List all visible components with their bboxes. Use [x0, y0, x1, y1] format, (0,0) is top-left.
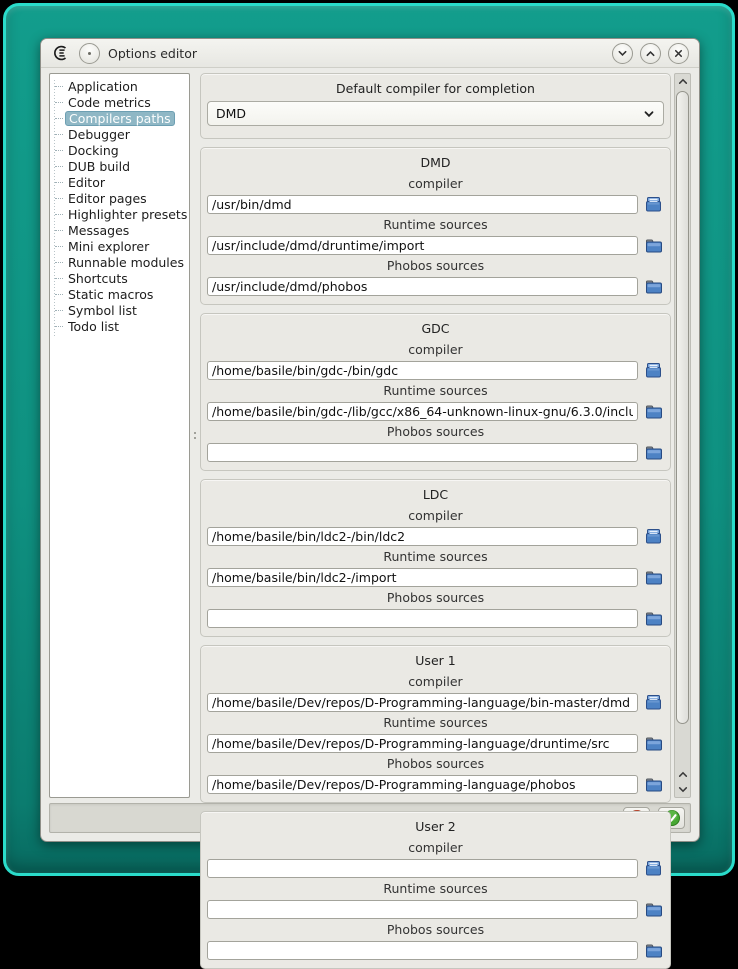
minimize-button[interactable] [612, 43, 633, 64]
browse-runtime-folder-button[interactable] [644, 569, 664, 587]
compiler-group-title: User 1 [415, 653, 456, 668]
tree-twig [55, 118, 63, 119]
folder-open-icon [645, 445, 663, 461]
sidebar-item-label: Symbol list [68, 302, 137, 318]
compilers-paths-panel [200, 73, 671, 969]
window-menu-dot-icon [88, 52, 91, 55]
runtime-sources-row [206, 568, 665, 587]
splitter-grip-dot [194, 437, 196, 439]
browse-runtime-folder-button[interactable] [644, 901, 664, 919]
tree-twig [55, 310, 63, 311]
folder-open-icon [645, 570, 663, 586]
compiler-group-title: User 2 [415, 819, 456, 834]
scrollbar-thumb[interactable] [676, 91, 689, 724]
browse-compiler-file-button[interactable] [644, 860, 664, 878]
runtime-sources-input[interactable] [207, 900, 638, 919]
compiler-path-input[interactable] [207, 361, 638, 380]
options-viewport [200, 73, 671, 937]
splitter-grip-dot [194, 432, 196, 434]
browse-compiler-file-button[interactable] [644, 362, 664, 380]
tree-twig [55, 326, 63, 327]
browse-phobos-folder-button[interactable] [644, 942, 664, 960]
phobos-sources-row [206, 775, 665, 794]
folder-open-icon [645, 404, 663, 420]
close-button[interactable] [668, 43, 689, 64]
sidebar-item-label: Application [68, 78, 138, 94]
compiler-path-input[interactable] [207, 527, 638, 546]
tree-twig [55, 134, 63, 135]
phobos-sources-row [206, 443, 665, 462]
main-area [49, 73, 691, 937]
phobos-sources-row [206, 277, 665, 296]
browse-compiler-file-button[interactable] [644, 196, 664, 214]
phobos-sources-input[interactable] [207, 775, 638, 794]
folder-open-icon [645, 279, 663, 295]
category-list[interactable] [49, 73, 190, 798]
default-compiler-select[interactable] [207, 101, 664, 126]
sidebar-item[interactable] [54, 190, 187, 206]
file-open-icon [645, 694, 663, 711]
compiler-field-label: compiler [408, 176, 463, 191]
compiler-group-title: GDC [421, 321, 450, 336]
sidebar-item-label: Static macros [68, 286, 154, 302]
sidebar-item-label: Docking [68, 142, 119, 158]
runtime-sources-input[interactable] [207, 236, 638, 255]
tree-twig [55, 230, 63, 231]
compiler-groupbox [200, 645, 671, 803]
close-icon [673, 48, 684, 59]
chevron-up-icon [645, 48, 656, 59]
tree-twig [55, 182, 63, 183]
window-controls [612, 43, 689, 64]
compiler-field-label: compiler [408, 674, 463, 689]
phobos-sources-label: Phobos sources [386, 922, 485, 937]
sidebar-item[interactable] [54, 110, 187, 126]
sidebar-item-label: Todo list [68, 318, 120, 334]
compiler-groupbox [200, 811, 671, 969]
compiler-path-input[interactable] [207, 693, 638, 712]
sidebar-item-label: Highlighter presets [68, 206, 188, 222]
tree-twig [55, 166, 63, 167]
phobos-sources-input[interactable] [207, 609, 638, 628]
chevron-down-icon [643, 108, 655, 120]
tree-twig [55, 278, 63, 279]
folder-open-icon [645, 777, 663, 793]
compiler-group-title: DMD [420, 155, 451, 170]
tree-twig [55, 150, 63, 151]
folder-open-icon [645, 611, 663, 627]
sidebar-item[interactable] [54, 254, 187, 270]
phobos-sources-input[interactable] [207, 941, 638, 960]
browse-runtime-folder-button[interactable] [644, 237, 664, 255]
sidebar-item[interactable] [54, 318, 187, 334]
vertical-scrollbar[interactable] [674, 73, 691, 798]
sidebar-item-label: Compilers paths [65, 111, 175, 126]
chevron-down-icon [617, 48, 628, 59]
default-compiler-groupbox [200, 73, 671, 139]
scroll-up-button[interactable] [675, 74, 690, 89]
tree-twig [55, 246, 63, 247]
sidebar-item[interactable] [54, 126, 187, 142]
sidebar-item[interactable] [54, 142, 187, 158]
phobos-sources-row [206, 941, 665, 960]
client-area [41, 67, 699, 937]
phobos-sources-label: Phobos sources [386, 424, 485, 439]
phobos-sources-label: Phobos sources [386, 756, 485, 771]
phobos-sources-input[interactable] [207, 443, 638, 462]
tree-twig [55, 102, 63, 103]
tree-twig [55, 198, 63, 199]
runtime-sources-input[interactable] [207, 402, 638, 421]
compiler-path-row [206, 859, 665, 878]
browse-phobos-folder-button[interactable] [644, 278, 664, 296]
phobos-sources-label: Phobos sources [386, 258, 485, 273]
sidebar-item[interactable] [54, 94, 187, 110]
window-title: Options editor [108, 45, 197, 61]
sidebar-item[interactable] [54, 238, 187, 254]
scroll-down-button[interactable] [675, 782, 690, 797]
sidebar-item-label: Messages [68, 222, 130, 238]
sidebar-item[interactable] [54, 270, 187, 286]
compiler-groupbox [200, 479, 671, 637]
browse-compiler-file-button[interactable] [644, 694, 664, 712]
sidebar-item[interactable] [54, 78, 187, 94]
compiler-groupbox [200, 147, 671, 305]
tree-twig [55, 294, 63, 295]
sidebar-item-label: Code metrics [68, 94, 151, 110]
browse-phobos-folder-button[interactable] [644, 444, 664, 462]
splitter-handle[interactable] [190, 73, 200, 798]
compiler-field-label: compiler [408, 508, 463, 523]
runtime-sources-label: Runtime sources [383, 383, 488, 398]
phobos-sources-label: Phobos sources [386, 590, 485, 605]
runtime-sources-label: Runtime sources [383, 217, 488, 232]
phobos-sources-input[interactable] [207, 277, 638, 296]
chevron-up-icon [678, 770, 688, 779]
runtime-sources-row [206, 900, 665, 919]
runtime-sources-row [206, 236, 665, 255]
file-open-icon [645, 362, 663, 379]
tree-twig [55, 86, 63, 87]
window-menu-button[interactable] [79, 43, 100, 64]
phobos-sources-row [206, 609, 665, 628]
sidebar-item-label: Mini explorer [68, 238, 150, 254]
compiler-field-label: compiler [408, 840, 463, 855]
folder-open-icon [645, 238, 663, 254]
runtime-sources-row [206, 734, 665, 753]
sidebar-item[interactable] [54, 302, 187, 318]
folder-open-icon [645, 902, 663, 918]
browse-phobos-folder-button[interactable] [644, 776, 664, 794]
sidebar-item[interactable] [54, 286, 187, 302]
runtime-sources-label: Runtime sources [383, 881, 488, 896]
tree-twig [55, 262, 63, 263]
runtime-sources-input[interactable] [207, 568, 638, 587]
sidebar-item[interactable] [54, 158, 187, 174]
maximize-button[interactable] [640, 43, 661, 64]
compiler-path-input[interactable] [207, 859, 638, 878]
sidebar-item[interactable] [54, 206, 187, 222]
scroll-up-button-secondary[interactable] [675, 767, 690, 782]
folder-open-icon [645, 943, 663, 959]
scrollbar-track[interactable] [675, 89, 690, 767]
sidebar-item-label: Editor pages [68, 190, 147, 206]
coedit-logo-icon [51, 43, 71, 63]
default-compiler-value: DMD [216, 106, 247, 121]
default-compiler-title: Default compiler for completion [336, 81, 535, 96]
folder-open-icon [645, 736, 663, 752]
chevron-up-icon [678, 77, 688, 86]
compiler-path-row [206, 361, 665, 380]
runtime-sources-input[interactable] [207, 734, 638, 753]
browse-runtime-folder-button[interactable] [644, 735, 664, 753]
sidebar-item-label: DUB build [68, 158, 131, 174]
sidebar-item-label: Shortcuts [68, 270, 128, 286]
sidebar-item[interactable] [54, 174, 187, 190]
compiler-path-row [206, 693, 665, 712]
compiler-path-row [206, 195, 665, 214]
file-open-icon [645, 860, 663, 877]
chevron-down-icon [678, 785, 688, 794]
sidebar-item[interactable] [54, 222, 187, 238]
runtime-sources-label: Runtime sources [383, 549, 488, 564]
compiler-groupbox [200, 313, 671, 471]
browse-phobos-folder-button[interactable] [644, 610, 664, 628]
file-open-icon [645, 528, 663, 545]
titlebar[interactable] [41, 39, 699, 67]
browse-runtime-folder-button[interactable] [644, 403, 664, 421]
sidebar-item-label: Editor [68, 174, 105, 190]
compiler-path-input[interactable] [207, 195, 638, 214]
compiler-field-label: compiler [408, 342, 463, 357]
tree-twig [55, 214, 63, 215]
file-open-icon [645, 196, 663, 213]
browse-compiler-file-button[interactable] [644, 528, 664, 546]
compiler-group-title: LDC [422, 487, 449, 502]
runtime-sources-label: Runtime sources [383, 715, 488, 730]
sidebar-item-label: Debugger [68, 126, 130, 142]
compiler-path-row [206, 527, 665, 546]
sidebar-item-label: Runnable modules [68, 254, 184, 270]
options-editor-window [40, 38, 700, 937]
runtime-sources-row [206, 402, 665, 421]
